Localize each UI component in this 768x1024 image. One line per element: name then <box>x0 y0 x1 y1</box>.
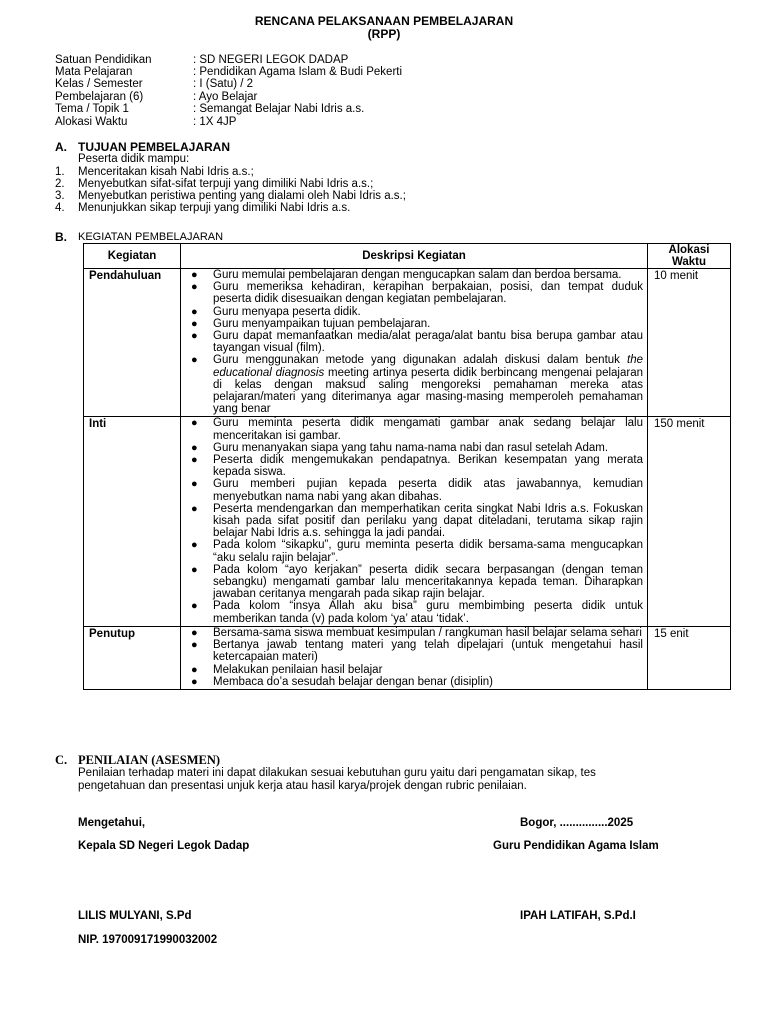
bullet-icon: ● <box>191 454 198 467</box>
table-row <box>84 626 731 689</box>
list-item <box>183 417 643 441</box>
bullet-icon: ● <box>191 539 198 552</box>
identity-label: Kelas / Semester <box>55 78 143 90</box>
stage-cell: Inti <box>84 417 181 626</box>
identity-label: Alokasi Waktu <box>55 116 128 128</box>
activity-text-tail: meeting artinya peserta didik berbincang mengenai pelajaran di kelas dengan maksud saling mengoreksi pemahaman mereka atas pelajaran/materi yang diterimanya agar masing-masing memperoleh pemahaman yang benar <box>213 366 643 416</box>
signature-place-date: Bogor, ...............2025 <box>520 817 634 829</box>
activity-text: Bersama-sama siswa membuat kesimpulan / rangkuman hasil belajar selama sehari <box>213 626 642 639</box>
identity-label: Mata Pelajaran <box>55 66 133 78</box>
activities-table <box>83 243 731 690</box>
activity-text: Melakukan penilaian hasil belajar <box>213 663 383 676</box>
list-item <box>183 454 643 478</box>
goal-text: Menyebutkan peristiwa penting yang dialami oleh Nabi Idris a.s.; <box>78 190 406 202</box>
goal-item <box>55 178 655 190</box>
activities-cell <box>181 417 648 626</box>
goal-item <box>55 190 655 202</box>
activity-text: Guru memberi pujian kepada peserta didik atas jawabannya, kemudian menyebutkan nama nabi yang akan dibahas. <box>213 478 643 503</box>
bullet-icon: ● <box>191 600 198 613</box>
bullet-icon: ● <box>191 675 198 688</box>
signature-left-nip: NIP. 197009171990032002 <box>78 934 218 946</box>
identity-value: : Semangat Belajar Nabi Idris a.s. <box>193 103 365 115</box>
duration-cell: 15 enit <box>648 626 731 689</box>
goal-item <box>55 166 655 178</box>
bullet-icon: ● <box>191 354 198 367</box>
identity-label: Pembelajaran (6) <box>55 91 144 103</box>
activity-text: Pada kolom “sikapku”, guru meminta peserta didik bersama-sama mengucapkan “aku selalu rajin belajar”. <box>213 539 643 564</box>
bullet-icon: ● <box>191 441 198 454</box>
goal-text: Menceritakan kisah Nabi Idris a.s.; <box>78 166 254 178</box>
list-item <box>183 503 643 540</box>
signature-left-role: Kepala SD Negeri Legok Dadap <box>78 840 250 852</box>
activity-text: Guru menyampaikan tujuan pembelajaran. <box>213 317 431 330</box>
list-item <box>183 600 643 624</box>
activity-text: Guru memulai pembelajaran dengan mengucapkan salam dan berdoa bersama. <box>213 269 622 281</box>
assessment-text-line: pengetahuan dan presentasi unjuk kerja atau hasil karya/projek dengan rubric penilaian. <box>78 780 527 792</box>
activity-text: Pada kolom “ayo kerjakan” peserta didik secara berpasangan (dengan teman sebangku) mengamati gambar lalu menceritakannya kepada teman. Diharapkan jawaban ceritanya mengarah pada sikap rajin belajar. <box>213 563 643 601</box>
bullet-icon: ● <box>191 563 198 576</box>
activity-list <box>183 627 643 688</box>
table-header-row <box>84 244 731 269</box>
activity-text: Bertanya jawab tentang materi yang telah dipelajari (untuk mengetahui hasil ketercapaian materi) <box>213 639 643 664</box>
list-item <box>183 442 643 454</box>
bullet-icon: ● <box>191 417 198 430</box>
list-item <box>183 676 643 688</box>
signature-left-heading: Mengetahui, <box>78 817 146 829</box>
activities-cell <box>181 626 648 689</box>
bullet-icon: ● <box>191 502 198 515</box>
activity-text: Membaca do’a sesudah belajar dengan benar (disiplin) <box>213 675 494 688</box>
goals-list <box>55 166 655 214</box>
section-b-letter: B. <box>55 230 67 244</box>
activity-text: Peserta didik mengemukakan pendapatnya. Berikan kesempatan yang merata kepada siswa. <box>213 454 643 479</box>
section-a-title: TUJUAN PEMBELAJARAN <box>78 140 231 154</box>
goal-text: Menyebutkan sifat-sifat terpuji yang dimiliki Nabi Idris a.s.; <box>78 178 374 190</box>
bullet-icon: ● <box>191 317 198 330</box>
bullet-icon: ● <box>191 281 198 294</box>
list-item <box>183 281 643 305</box>
identity-value: : SD NEGERI LEGOK DADAP <box>193 54 349 66</box>
goal-number: 2. <box>55 178 65 190</box>
assessment-text-line: Penilaian terhadap materi ini dapat dilakukan sesuai kebutuhan guru yaitu dari pengamatan sikap, tes <box>78 767 596 779</box>
list-item <box>183 306 643 318</box>
activity-text: Guru meminta peserta didik mengamati gambar anak sedang belajar lalu menceritakan isi gambar. <box>213 417 643 442</box>
identity-value: : Pendidikan Agama Islam & Budi Pekerti <box>193 66 403 78</box>
signature-right-role: Guru Pendidikan Agama Islam <box>493 840 659 852</box>
goal-item <box>55 202 655 214</box>
section-b-title: KEGIATAN PEMBELAJARAN <box>78 231 224 243</box>
bullet-icon: ● <box>191 269 198 281</box>
document-subtitle: (RPP) <box>367 27 401 41</box>
section-a-letter: A. <box>55 140 67 154</box>
list-item <box>183 539 643 563</box>
identity-value: : I (Satu) / 2 <box>193 78 254 90</box>
identity-label: Tema / Topik 1 <box>55 103 129 115</box>
stage-cell: Pendahuluan <box>84 269 181 417</box>
stage-cell: Penutup <box>84 626 181 689</box>
identity-value: : Ayo Belajar <box>193 91 258 103</box>
identity-value: : 1X 4JP <box>193 116 237 128</box>
document-title: RENCANA PELAKSANAAN PEMBELAJARAN <box>254 14 514 28</box>
activity-italic-phrase: the educational diagnosis <box>213 354 643 379</box>
goal-text: Menunjukkan sikap terpuji yang dimiliki Nabi Idris a.s. <box>78 202 351 214</box>
identity-label: Satuan Pendidikan <box>55 54 152 66</box>
duration-cell: 150 menit <box>648 417 731 626</box>
activity-text: Guru menggunakan metode yang digunakan adalah diskusi dalam bentuk <box>213 354 620 367</box>
table-row <box>84 269 731 417</box>
activity-list <box>183 417 643 624</box>
list-item <box>183 564 643 601</box>
section-c-letter: C. <box>55 753 68 767</box>
column-header-deskripsi: Deskripsi Kegiatan <box>181 244 648 269</box>
activity-list <box>183 269 643 415</box>
bullet-icon: ● <box>191 639 198 652</box>
list-item <box>183 664 643 676</box>
bullet-icon: ● <box>191 305 198 318</box>
goal-number: 4. <box>55 202 65 214</box>
activity-text: Guru memeriksa kehadiran, kerapihan berpakaian, posisi, dan tempat duduk peserta didik disesuaikan dengan kegiatan pembelajaran. <box>213 281 643 306</box>
column-header-kegiatan: Kegiatan <box>84 244 181 269</box>
section-c-title: PENILAIAN (ASESMEN) <box>78 753 221 767</box>
signature-right-name: IPAH LATIFAH, S.Pd.I <box>520 910 636 922</box>
list-item <box>183 269 643 281</box>
bullet-icon: ● <box>191 663 198 676</box>
signature-left-name: LILIS MULYANI, S.Pd <box>78 910 192 922</box>
bullet-icon: ● <box>191 478 198 491</box>
activities-cell <box>181 269 648 417</box>
duration-cell: 10 menit <box>648 269 731 417</box>
list-item <box>183 639 643 663</box>
list-item <box>183 330 643 354</box>
list-item <box>183 354 643 415</box>
list-item <box>183 478 643 502</box>
activity-text: Pada kolom “insya Allah aku bisa” guru membimbing peserta didik untuk memberikan tanda (v) pada kolom ‘ya’ atau ‘tidak’. <box>213 600 643 625</box>
list-item <box>183 627 643 639</box>
activity-text: Guru menyapa peserta didik. <box>213 305 361 318</box>
column-header-alokasi <box>648 244 731 269</box>
activity-text: Peserta mendengarkan dan memperhatikan cerita singkat Nabi Idris a.s. Fokuskan kisah pada sifat positif dan perilaku yang dapat diteladani, terutama sikap rajin belajar Nabi Idris a.s. sehingga la jadi pandai. <box>213 502 643 540</box>
goal-number: 3. <box>55 190 65 202</box>
section-a-intro: Peserta didik mampu: <box>78 153 190 165</box>
activity-text: Guru menanyakan siapa yang tahu nama-nama nabi dan rasul setelah Adam. <box>213 441 609 454</box>
goal-number: 1. <box>55 166 65 178</box>
column-header-alokasi-text: Alokasi Waktu <box>668 244 710 268</box>
activity-text: Guru dapat memanfaatkan media/alat peraga/alat bantu bisa berupa gambar atau tayangan visual (film). <box>213 330 643 355</box>
list-item <box>183 318 643 330</box>
table-row <box>84 417 731 626</box>
bullet-icon: ● <box>191 330 198 343</box>
bullet-icon: ● <box>191 626 198 639</box>
